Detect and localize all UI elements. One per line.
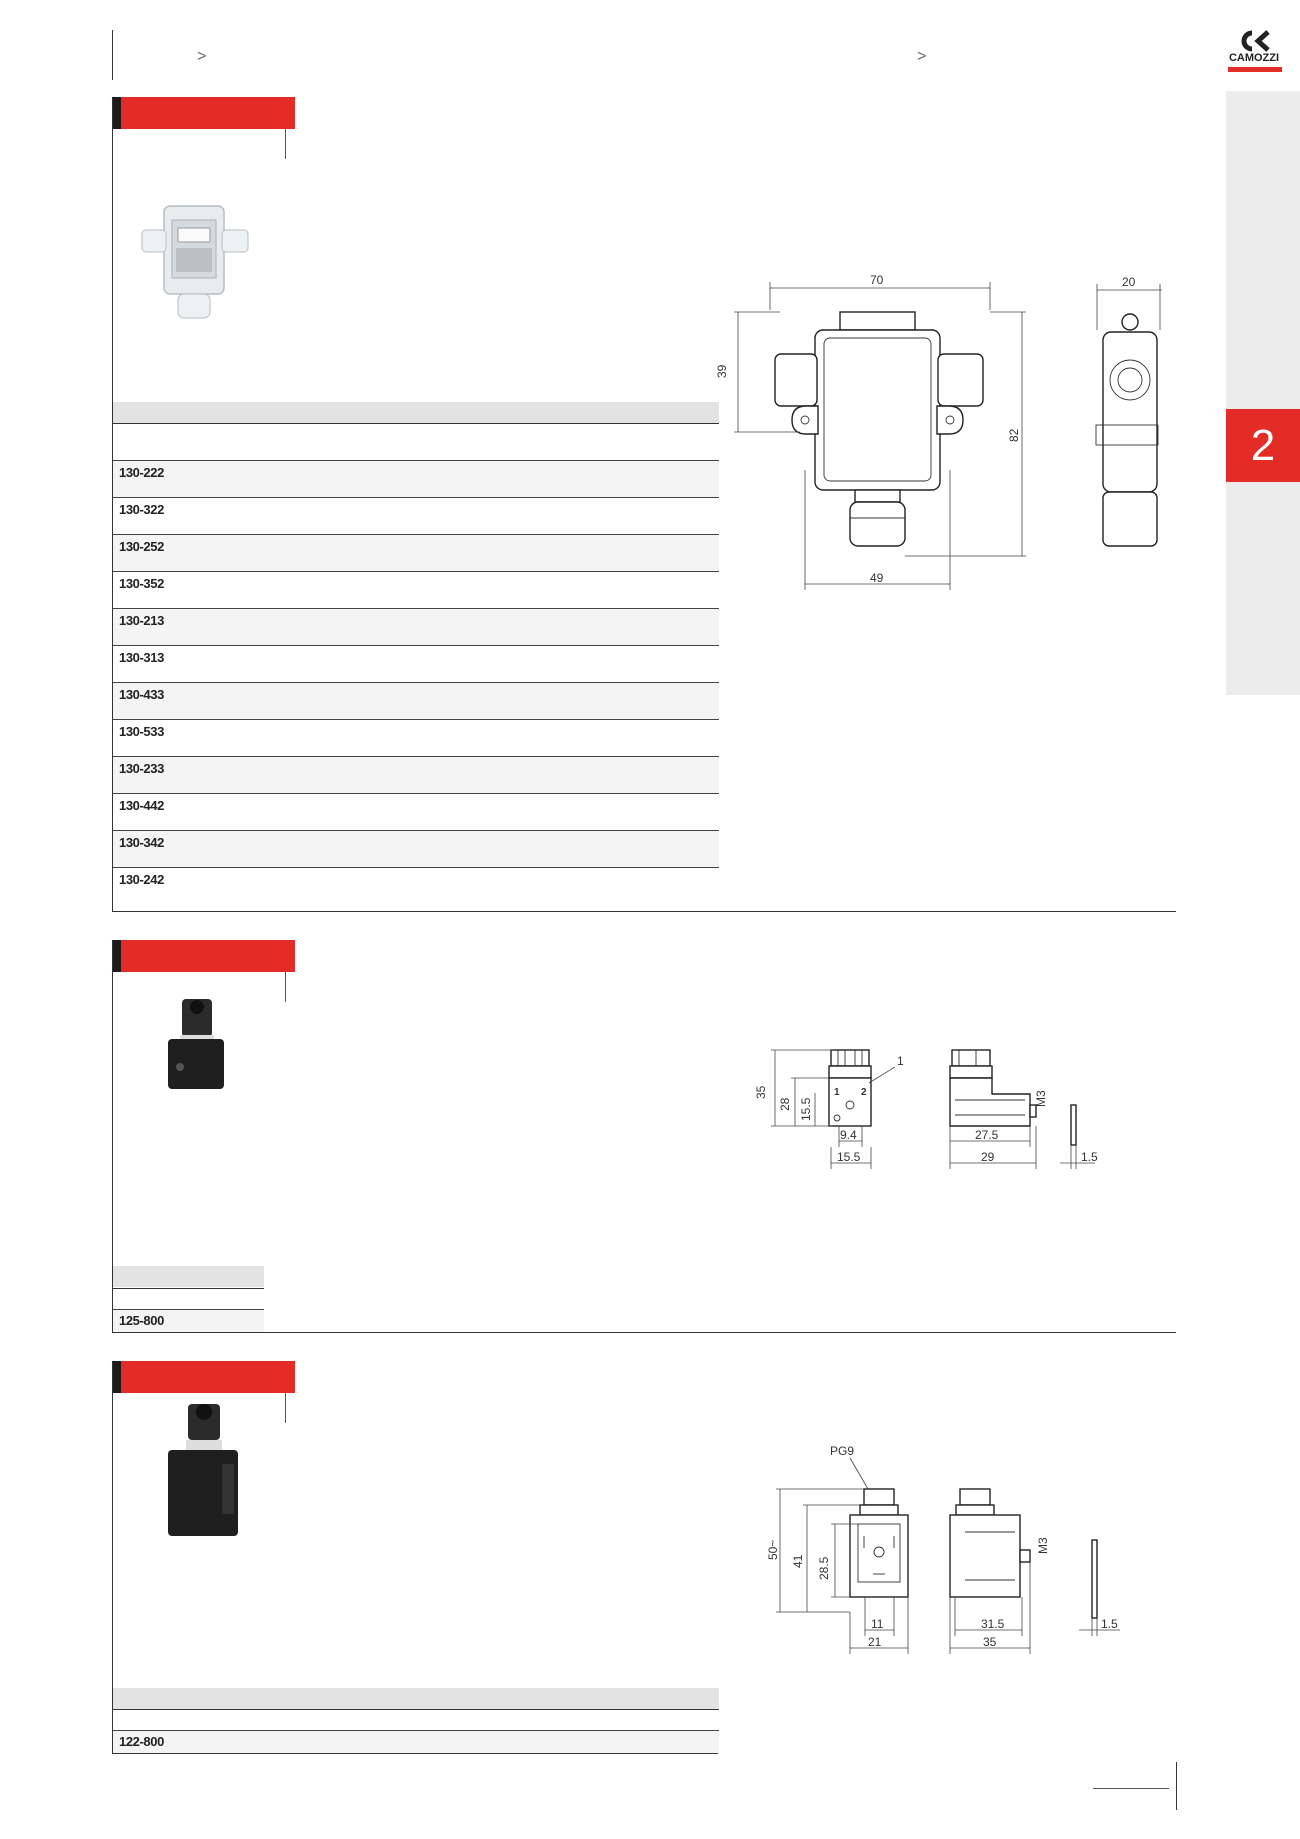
table-row: [113, 424, 719, 461]
dim-height-28: 28: [778, 1097, 792, 1111]
connector-photo-large: [160, 1400, 250, 1540]
dim-width-27-5: 27.5: [975, 1128, 999, 1142]
footer-rule: [1093, 1788, 1169, 1789]
table-row: 130-233: [113, 757, 719, 794]
pin-label-2: 2: [861, 1087, 867, 1098]
table-row: 130-222: [113, 461, 719, 498]
section-3-bottom-rule: [112, 1753, 718, 1754]
dim-height-15-5: 15.5: [799, 1097, 813, 1121]
table-row: 130-313: [113, 646, 719, 683]
section-2-table-header: [113, 1266, 264, 1287]
table-row: 130-242: [119, 872, 164, 887]
table-row: 130-342: [113, 831, 719, 868]
connector-125-drawing: [745, 1035, 1115, 1210]
pin-label-1: 1: [834, 1087, 840, 1098]
dim-width-21: 21: [868, 1635, 882, 1649]
dim-width-70: 70: [870, 273, 884, 287]
dim-depth-20: 20: [1122, 275, 1136, 289]
dim-width-15-5: 15.5: [837, 1150, 861, 1164]
callout-pg9: PG9: [830, 1444, 855, 1458]
section-2-tab: [112, 940, 295, 972]
dim-height-82: 82: [1007, 428, 1021, 442]
dim-width-29: 29: [981, 1150, 995, 1164]
dim-height-50: 50~: [766, 1539, 780, 1560]
callout-1: 1: [897, 1054, 904, 1068]
table-row: 130-252: [113, 535, 719, 572]
section-1-tab: [112, 97, 295, 129]
table-row: 130-352: [113, 572, 719, 609]
chapter-number-tab[interactable]: 2: [1226, 409, 1300, 482]
table-row: 122-800: [113, 1731, 719, 1753]
section-1-tab-tail: [285, 129, 286, 159]
dim-height-28-5: 28.5: [817, 1556, 831, 1580]
dim-height-39: 39: [715, 364, 729, 378]
dim-width-11: 11: [871, 1617, 884, 1631]
table-row: 130-213: [113, 609, 719, 646]
dim-height-35: 35: [754, 1085, 768, 1099]
dim-width-49: 49: [870, 571, 884, 585]
dim-height-41: 41: [791, 1554, 805, 1568]
dim-thread-m3: M3: [1034, 1090, 1048, 1107]
section-3-tab: [112, 1361, 295, 1393]
section-1-bottom-rule: [112, 911, 1176, 912]
section-3-table-header: [113, 1688, 719, 1709]
breadcrumb-chevron-right[interactable]: >: [917, 48, 927, 65]
brand-bar: [1228, 67, 1282, 72]
dim-width-35: 35: [983, 1635, 997, 1649]
junction-box-photo: [138, 198, 260, 328]
table-row: 130-322: [113, 498, 719, 535]
section-3-tab-tail: [285, 1393, 286, 1423]
junction-box-drawing: [715, 270, 1160, 600]
connector-122-drawing: [765, 1440, 1145, 1660]
dim-width-9-4: 9.4: [840, 1128, 857, 1142]
chapter-side-panel: [1226, 91, 1300, 695]
footer-divider: [1176, 1762, 1177, 1810]
section-2-tab-tail: [285, 972, 286, 1002]
camozzi-logo-icon: [1238, 30, 1272, 52]
section-2-bottom-rule: [112, 1332, 1176, 1333]
table-row: 130-533: [113, 720, 719, 757]
table-row: 125-800: [113, 1310, 264, 1332]
connector-photo-small: [160, 995, 240, 1095]
dim-thread-m3-2: M3: [1036, 1537, 1050, 1554]
dim-width-31-5: 31.5: [981, 1617, 1005, 1631]
dim-thickness-1-5: 1.5: [1081, 1150, 1098, 1164]
header-left-rule: [112, 30, 113, 80]
brand-name: CAMOZZI: [1228, 52, 1280, 64]
dim-thickness-1-5-2: 1.5: [1101, 1617, 1118, 1631]
table-row: [113, 1710, 719, 1731]
breadcrumb-chevron-left[interactable]: >: [197, 48, 207, 65]
table-row: [113, 1289, 264, 1310]
section-1-table-header: [113, 402, 719, 423]
table-row: 130-433: [113, 683, 719, 720]
table-row: 130-442: [113, 794, 719, 831]
